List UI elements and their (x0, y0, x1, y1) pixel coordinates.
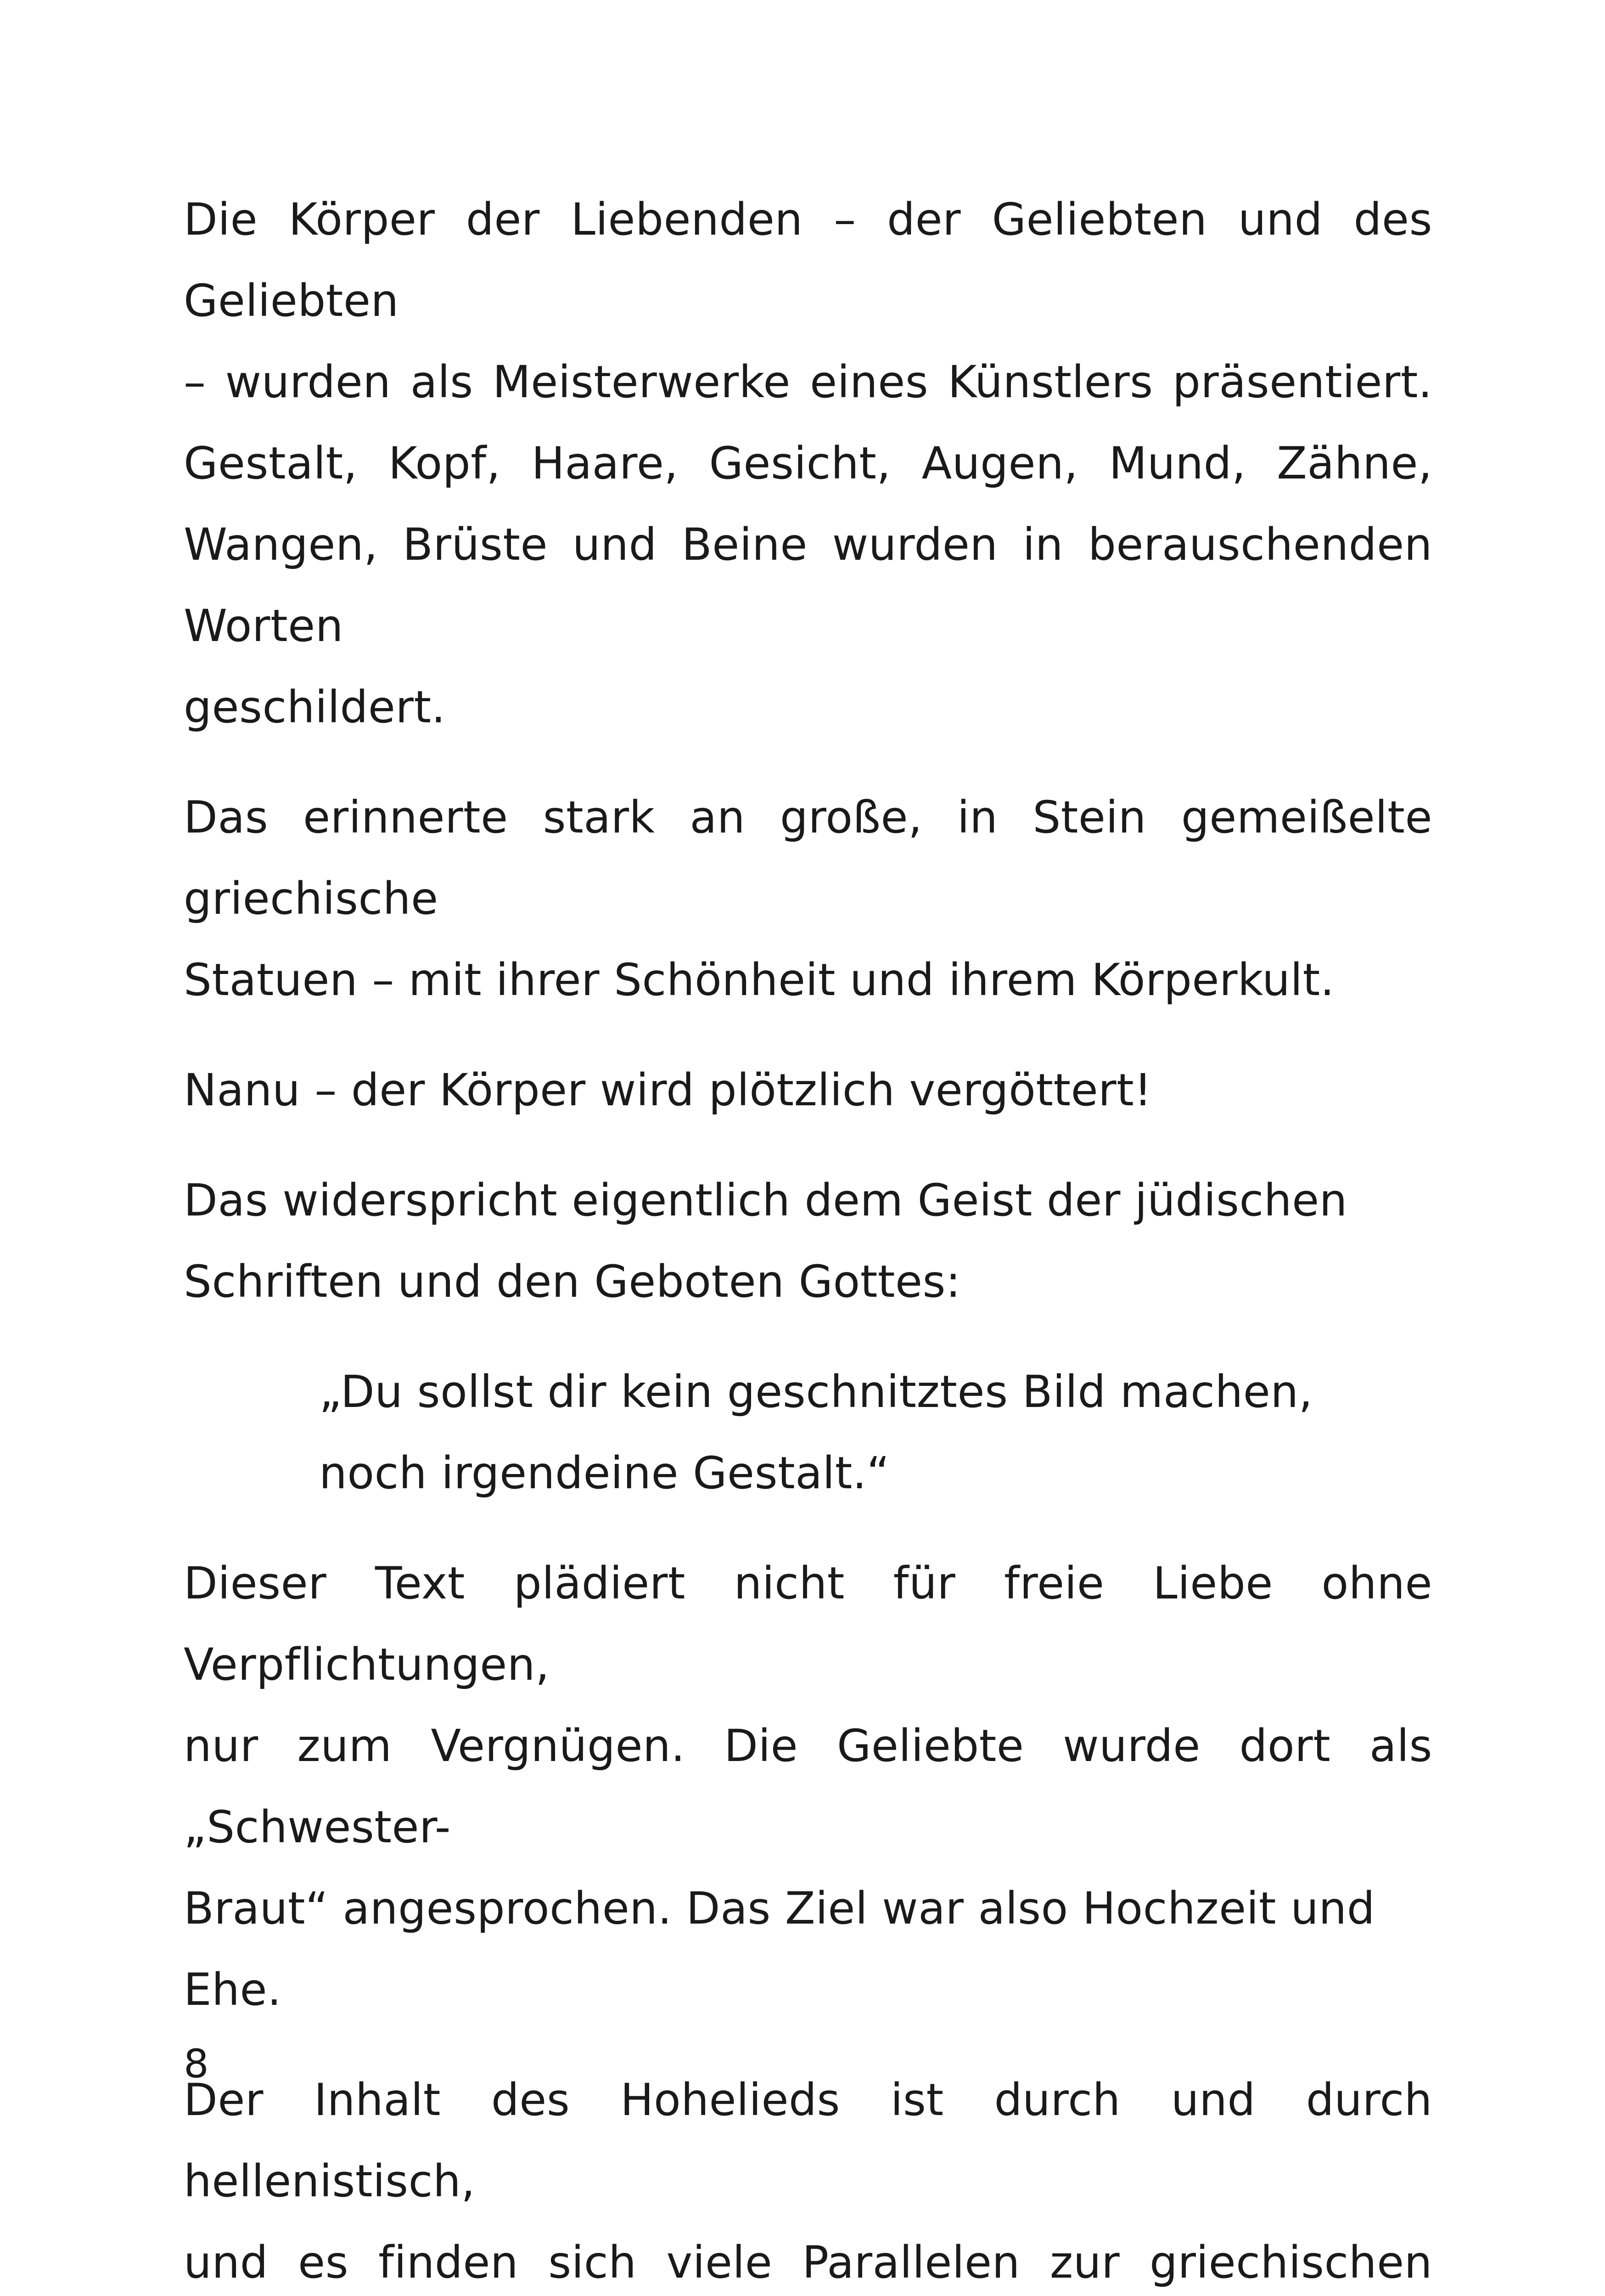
paragraph-4 (184, 1160, 1432, 1322)
quote-line: „Du sollst dir kein geschnitztes Bild machen, (319, 1366, 1313, 1418)
paragraph-line: Die Körper der Liebenden – der Geliebten und des Geliebten (184, 194, 1432, 326)
paragraph-line: geschildert. (184, 681, 446, 733)
paragraph-3 (184, 1050, 1432, 1131)
paragraph-line: nur zum Vergnügen. Die Geliebte wurde dort als „Schwester- (184, 1720, 1432, 1853)
paragraph-line: Wangen, Brüste und Beine wurden in berauschenden Worten (184, 519, 1432, 652)
paragraph-line: Schriften und den Geboten Gottes: (184, 1256, 961, 1307)
paragraph-1 (184, 179, 1432, 748)
paragraph-line: Braut“ angesprochen. Das Ziel war also Hochzeit und Ehe. (184, 1883, 1375, 2015)
bible-quote (184, 1351, 1432, 1514)
paragraph-line: – wurden als Meisterwerke eines Künstlers präsentiert. (184, 356, 1432, 408)
paragraph-line: Gestalt, Kopf, Haare, Gesicht, Augen, Mund, Zähne, (184, 438, 1432, 489)
paragraph-line: Das erinnerte stark an große, in Stein gemeißelte griechische (184, 792, 1432, 924)
paragraph-line: Dieser Text plädiert nicht für freie Liebe ohne Verpflichtungen, (184, 1558, 1432, 1690)
body-text (184, 179, 1432, 2296)
page-number: 8 (184, 2041, 209, 2087)
paragraph-line: Der Inhalt des Hohelieds ist durch und durch hellenistisch, (184, 2074, 1432, 2207)
paragraph-6 (184, 2060, 1432, 2296)
paragraph-line: Das widerspricht eigentlich dem Geist der jüdischen (184, 1175, 1347, 1226)
paragraph-line: und es finden sich viele Parallelen zur griechischen (184, 2237, 1432, 2288)
quote-line: noch irgendeine Gestalt.“ (319, 1447, 890, 1499)
paragraph-5 (184, 1543, 1432, 2031)
paragraph-2 (184, 777, 1432, 1021)
paragraph-line: Statuen – mit ihrer Schönheit und ihrem Körperkult. (184, 954, 1335, 1006)
paragraph-line: Nanu – der Körper wird plötzlich vergöttert! (184, 1064, 1152, 1116)
